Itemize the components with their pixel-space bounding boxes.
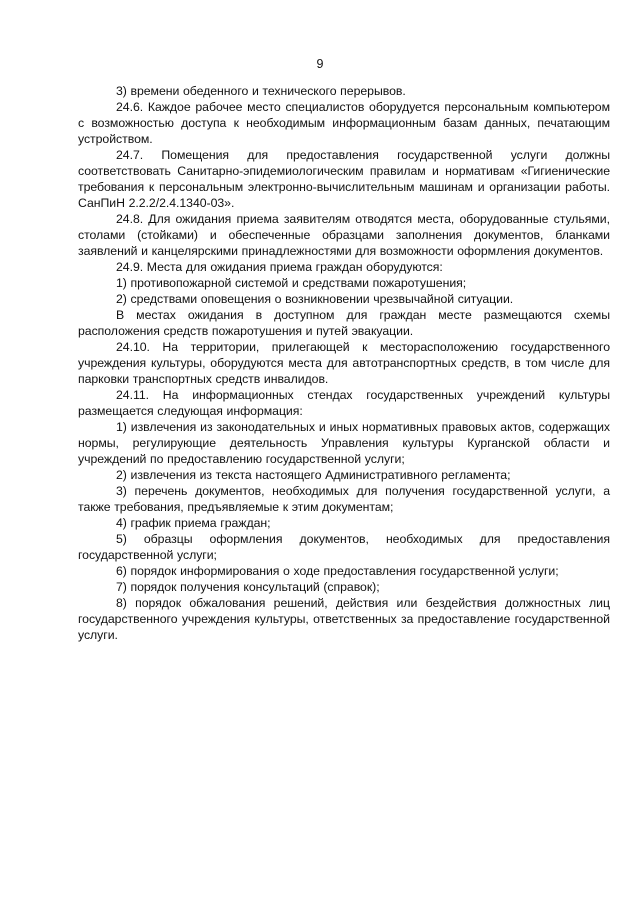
paragraph-24-11: 24.11. На информационных стендах государственных учреждений культуры размещается следующая информация: [78,388,610,418]
page-number: 9 [316,57,324,71]
list-item-schedule: 4) график приема граждан; [116,516,271,530]
list-item-appeal-procedure: 8) порядок обжалования решений, действия или бездействия должностных лиц государственного учреждения культуры, ответственных за предоставление государственной услуги. [78,596,610,642]
list-item-progress-info: 6) порядок информирования о ходе предоставления государственной услуги; [116,564,559,578]
list-item-document-list: 3) перечень документов, необходимых для получения государственной услуги, а также требования, предъявляемые к этим документам; [78,484,610,514]
list-item-document-samples: 5) образцы оформления документов, необходимых для предоставления государственной услуги; [78,532,610,562]
paragraph-evacuation-schemes: В местах ожидания в доступном для граждан месте размещаются схемы расположения средств пожаротушения и путей эвакуации. [78,308,610,338]
paragraph-24-8: 24.8. Для ожидания приема заявителям отводятся места, оборудованные стульями, столами (стойками) и обеспеченные образцами заполнения документов, бланками заявлений и канцелярскими принадлежностями для возможности оформления документов. [78,212,610,258]
list-item-fire-system: 1) противопожарной системой и средствами пожаротушения; [116,276,467,290]
list-item-regulation-extracts: 2) извлечения из текста настоящего Административного регламента; [116,468,511,482]
list-item-consultations: 7) порядок получения консультаций (справок); [116,580,380,594]
paragraph-24-10: 24.10. На территории, прилегающей к месторасположению государственного учреждения культуры, оборудуются места для автотранспортных средств, в том числе для парковки транспортных средств инвалидов. [78,340,610,386]
list-item-emergency-alert: 2) средствами оповещения о возникновении чрезвычайной ситуации. [116,292,514,306]
list-item-legal-extracts: 1) извлечения из законодательных и иных нормативных правовых актов, содержащих нормы, регулирующие деятельность Управления культуры Курганской области и учреждений по предоставлению государственной услуги; [78,420,610,466]
paragraph-24-7: 24.7. Помещения для предоставления государственной услуги должны соответствовать Санитарно-эпидемиологическим правилам и нормативам «Гигиенические требования к персональным электронно-вычислительным машинам и организации работы. СанПиН 2.2.2/2.4.1340-03». [78,148,610,210]
paragraph-3-break-time: 3) времени обеденного и технического перерывов. [116,84,406,98]
document-body [78,83,610,643]
paragraph-24-6: 24.6. Каждое рабочее место специалистов оборудуется персональным компьютером с возможностью доступа к необходимым информационным базам данных, печатающим устройством. [78,100,610,146]
paragraph-24-9: 24.9. Места для ожидания приема граждан оборудуются: [116,260,443,274]
